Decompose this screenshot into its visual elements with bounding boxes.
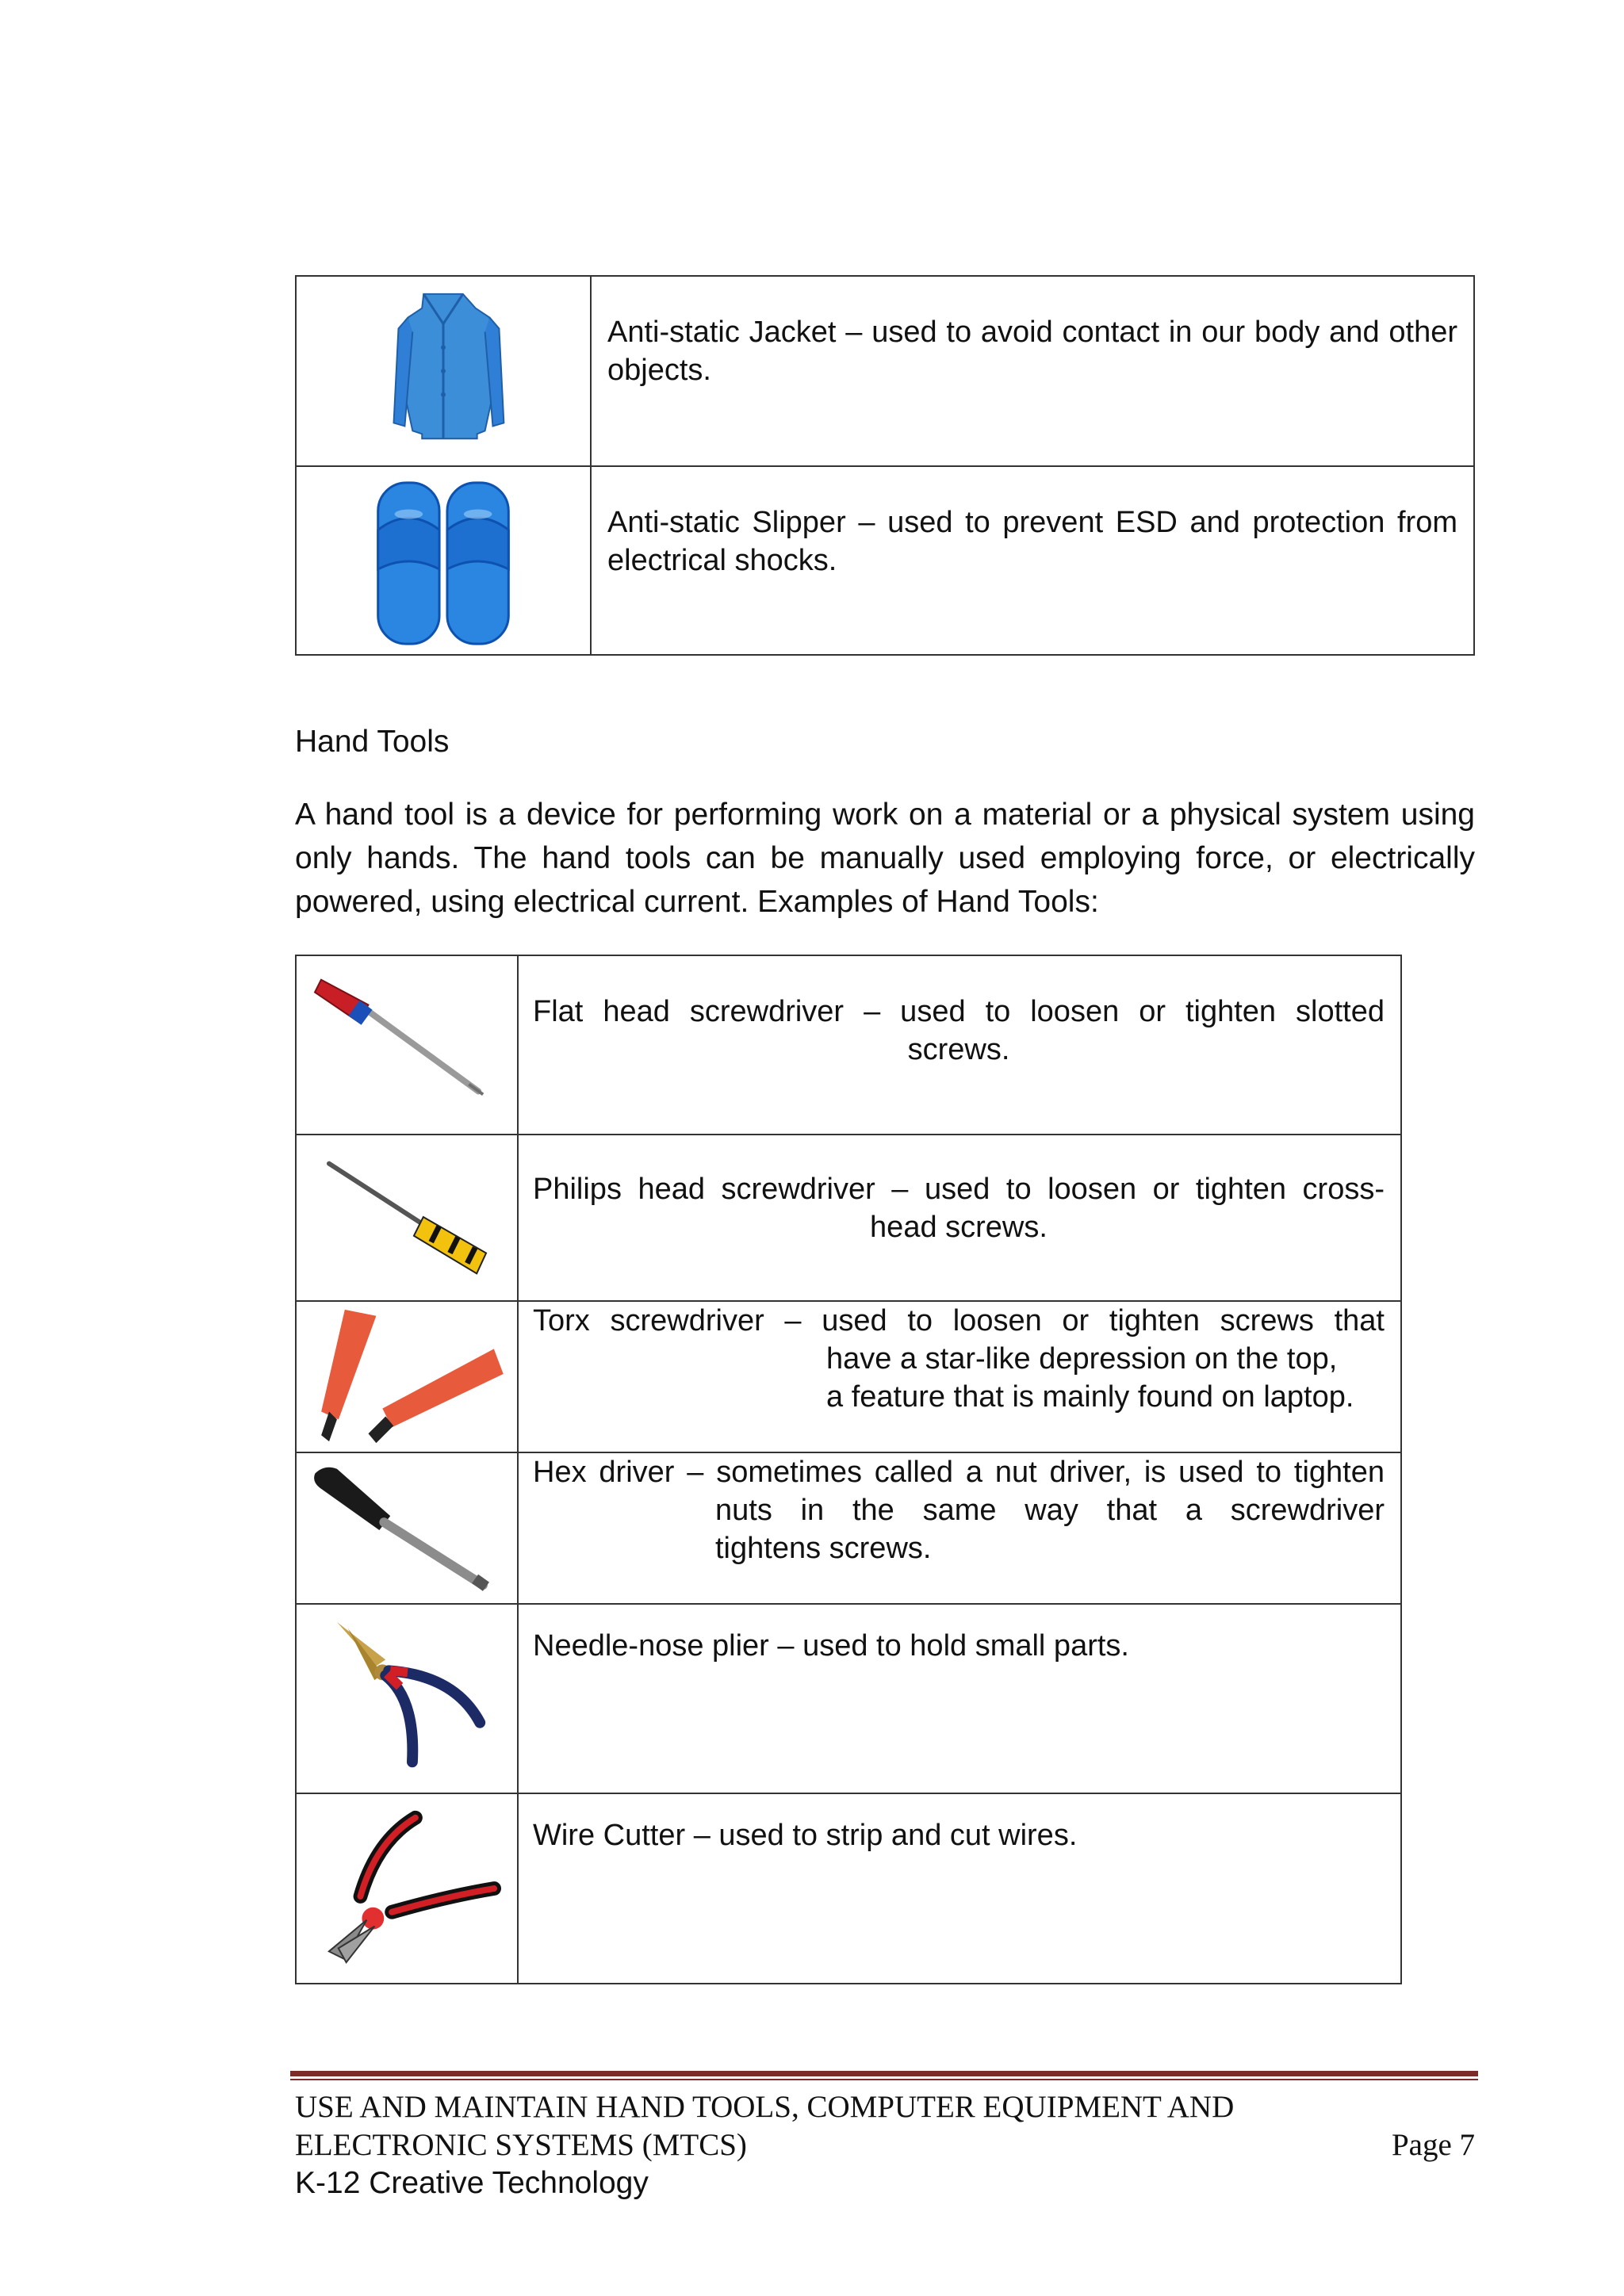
tool-description: Wire Cutter – used to strip and cut wires. <box>518 1793 1401 1984</box>
ppe-description: Anti-static Slipper – used to prevent ESD and protection from electrical shocks. <box>591 466 1474 655</box>
jacket-image-cell <box>296 276 591 466</box>
needle-nose-plier-icon <box>297 1605 517 1793</box>
tool-description: Flat head screwdriver – used to loosen or tighten slotted screws. <box>518 955 1401 1135</box>
section-paragraph: A hand tool is a device for performing work on a material or a physical system using only hands. The hand tools can be manually used employing force, or electrically powered, using electrical current. Examples of Hand Tools: <box>295 798 1475 919</box>
table-row <box>296 1301 1401 1452</box>
footer-title-line1: USE AND MAINTAIN HAND TOOLS, COMPUTER EQUIPMENT AND <box>295 2090 1235 2124</box>
table-row <box>296 1452 1401 1604</box>
torx-screwdriver-image-cell <box>296 1301 518 1452</box>
tool-description: Philips head screwdriver – used to loosen or tighten cross- head screws. <box>518 1135 1401 1301</box>
flat-screwdriver-image-cell <box>296 955 518 1135</box>
table-row <box>296 1793 1401 1984</box>
anti-static-jacket-icon <box>297 277 590 465</box>
wire-cutter-image-cell <box>296 1793 518 1984</box>
footer-title-line2: ELECTRONIC SYSTEMS (MTCS) <box>295 2128 747 2162</box>
page-footer <box>295 2088 1475 2202</box>
ppe-table <box>295 275 1475 656</box>
needle-nose-plier-image-cell <box>296 1604 518 1793</box>
tool-description: Hex driver – sometimes called a nut driver, is used to tighten nuts in the same way that a screwdriver tightens screws. <box>518 1452 1401 1604</box>
page-number: Page 7 <box>1391 2128 1475 2162</box>
table-row <box>296 276 1474 466</box>
footer-rule <box>290 2071 1478 2080</box>
hand-tools-table <box>295 955 1402 1984</box>
tool-description: Needle-nose plier – used to hold small parts. <box>518 1604 1401 1793</box>
table-row <box>296 466 1474 655</box>
table-row <box>296 1604 1401 1793</box>
footer-subtitle: K-12 Creative Technology <box>295 2166 649 2200</box>
hex-driver-image-cell <box>296 1452 518 1604</box>
ppe-description: Anti-static Jacket – used to avoid contact in our body and other objects. <box>591 276 1474 466</box>
tool-description: Torx screwdriver – used to loosen or tighten screws that have a star-like depression on the top, a feature that is mainly found on laptop. <box>518 1301 1401 1452</box>
torx-screwdriver-icon <box>297 1302 517 1452</box>
table-row <box>296 1135 1401 1301</box>
flat-head-screwdriver-icon <box>297 956 517 1134</box>
wire-cutter-icon <box>297 1794 517 1983</box>
anti-static-slipper-icon <box>297 467 590 654</box>
philips-screwdriver-icon <box>297 1135 517 1300</box>
table-row <box>296 955 1401 1135</box>
section-heading: Hand Tools <box>295 725 450 759</box>
slipper-image-cell <box>296 466 591 655</box>
philips-screwdriver-image-cell <box>296 1135 518 1301</box>
hex-driver-icon <box>297 1453 517 1603</box>
